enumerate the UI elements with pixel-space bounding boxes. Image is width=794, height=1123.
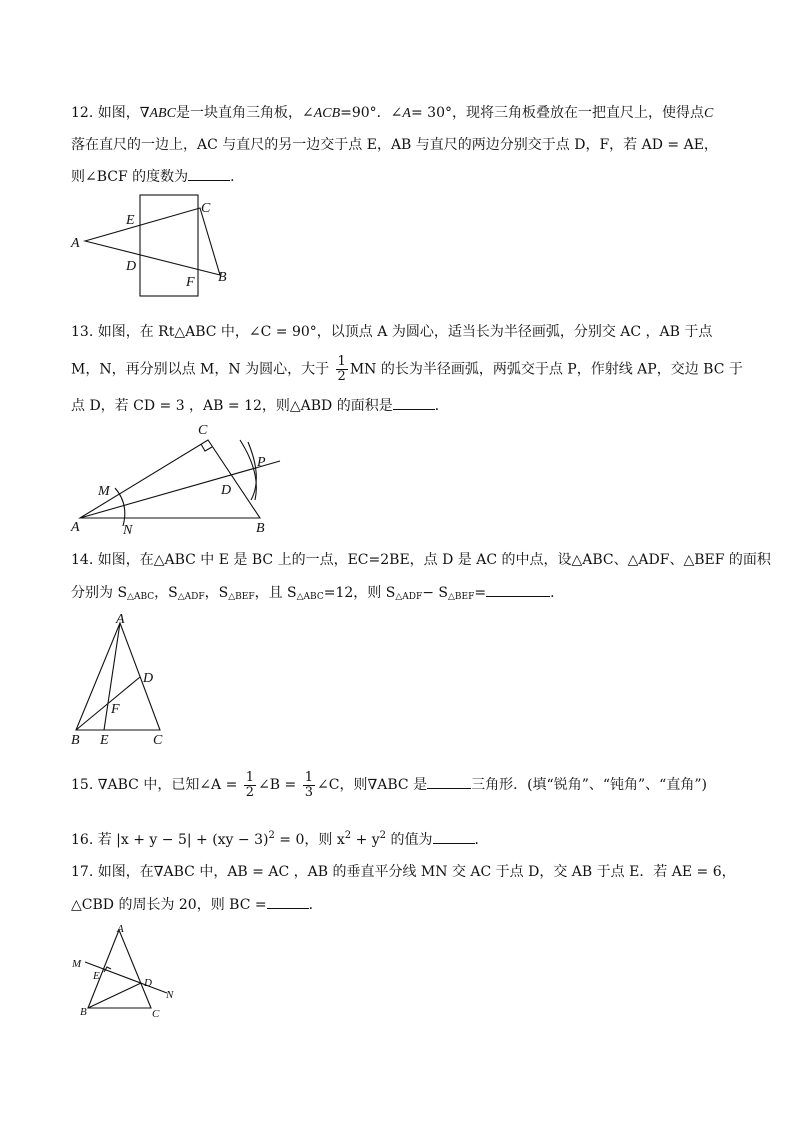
label-m: M: [72, 958, 82, 970]
label-a: A: [71, 520, 80, 535]
triangle-abc: [88, 930, 151, 1008]
label-a: A: [116, 612, 125, 627]
segment-bd: [76, 677, 140, 730]
fraction-one-third: $\frac{1}{3}$: [304, 769, 314, 800]
label-e: E: [126, 213, 135, 228]
answer-blank: [267, 894, 309, 909]
q17-line-1: 17. 如图，在∇ABC 中，AB = AC ，AB 的垂直平分线 MN 交 AC 于点 D，交 AB 于点 E．若 AE = 6，: [71, 864, 736, 880]
fraction-one-half: $\frac{1}{2}$: [337, 354, 346, 384]
triangle-symbol: ∇: [139, 105, 150, 121]
triangle-abc: [85, 208, 220, 275]
label-n: N: [166, 989, 174, 1001]
label-b: B: [80, 1006, 87, 1018]
answer-blank: [486, 582, 550, 597]
triangle-abc: [80, 440, 260, 518]
q14-figure: [65, 610, 180, 750]
q13-figure: [65, 418, 295, 536]
label-c: C: [152, 1008, 160, 1020]
q17-figure: [68, 920, 183, 1020]
label-d: D: [144, 977, 152, 989]
q12-line-1: 12. 如图，∇ABC是一块直角三角板，∠ACB=90°．∠A= 30°，现将三角板叠放在一把直尺上，使得点C: [71, 105, 714, 121]
ray-ap: [80, 461, 280, 518]
label-m: M: [98, 484, 110, 499]
q13-line-3: 点 D，若 CD = 3 ，AB = 12，则△ABD 的面积是 ．: [71, 395, 449, 416]
label-c: C: [201, 201, 211, 216]
answer-blank: [393, 395, 435, 410]
triangle-symbol: ∇: [153, 864, 164, 880]
right-angle-mark: [201, 444, 212, 451]
label-c: C: [198, 423, 208, 438]
q13-line-1: 13. 如图，在 Rt△ABC 中，∠C = 90°，以顶点 A 为圆心，适当长为半径画弧，分别交 AC ，AB 于点: [71, 324, 713, 340]
triangle-symbol: ∇: [97, 777, 108, 793]
label-b: B: [256, 521, 265, 536]
label-f: F: [186, 275, 195, 290]
label-d: D: [126, 259, 137, 274]
label-e: E: [93, 970, 100, 982]
answer-blank: [433, 829, 475, 844]
q13-line-2: M，N，再分别以点 M，N 为圆心，大于 $\frac{1}{2}$ MN 的长为半径画弧，两弧交于点 P，作射线 AP，交边 BC 于: [71, 354, 743, 384]
q16-line: 16. 若 |x + y − 5| + (xy − 3)$^2$ = 0，则 $x^2 + y^2$ 的值为 ．: [71, 830, 489, 848]
fraction-one-half: $\frac{1}{2}$: [245, 769, 255, 800]
q15-line: 15. ∇ABC 中，已知∠A = $\frac{1}{2}$ ∠B = $\frac{1}{3}$ ∠C，则∇ABC 是 三角形．(填“锐角”、“钝角”、“直角”): [71, 769, 707, 800]
label-d: D: [221, 483, 232, 498]
q12-line-3: 则∠BCF 的度数为 ．: [71, 166, 244, 187]
triangle-symbol: ∇: [367, 777, 378, 793]
q14-line-1: 14. 如图，在△ABC 中 E 是 BC 上的一点，EC=2BE，点 D 是 AC 的中点，设△ABC、△ADF、△BEF 的面积: [71, 552, 771, 568]
answer-blank: [188, 166, 230, 181]
label-b: B: [218, 270, 227, 285]
answer-blank: [427, 774, 471, 789]
label-d: D: [143, 671, 154, 686]
label-n: N: [123, 523, 133, 538]
q14-line-2: 分别为 $S_{\triangle ABC}$，$S_{\triangle ADF}$，$S_{\triangle BEF}$，且 $S_{\triangle ABC}=12$，则 $S_{\triangle ADF}- S_{\triangle BEF}=$ ．: [71, 582, 564, 607]
label-p: P: [257, 455, 266, 470]
label-e: E: [100, 733, 109, 748]
q12-figure: [60, 188, 240, 303]
arc-2: [248, 442, 256, 500]
label-a: A: [71, 236, 80, 251]
q12-line-2: 落在直尺的一边上，AC 与直尺的另一边交于点 E，AB 与直尺的两边分别交于点 D，F，若 AD = AE，: [71, 137, 718, 153]
q12-number: 12.: [71, 105, 94, 121]
label-f: F: [111, 702, 120, 717]
label-a: A: [117, 923, 124, 935]
q17-line-2: △CBD 的周长为 20，则 BC = ．: [71, 894, 323, 915]
label-b: B: [71, 733, 80, 748]
label-c: C: [153, 733, 163, 748]
